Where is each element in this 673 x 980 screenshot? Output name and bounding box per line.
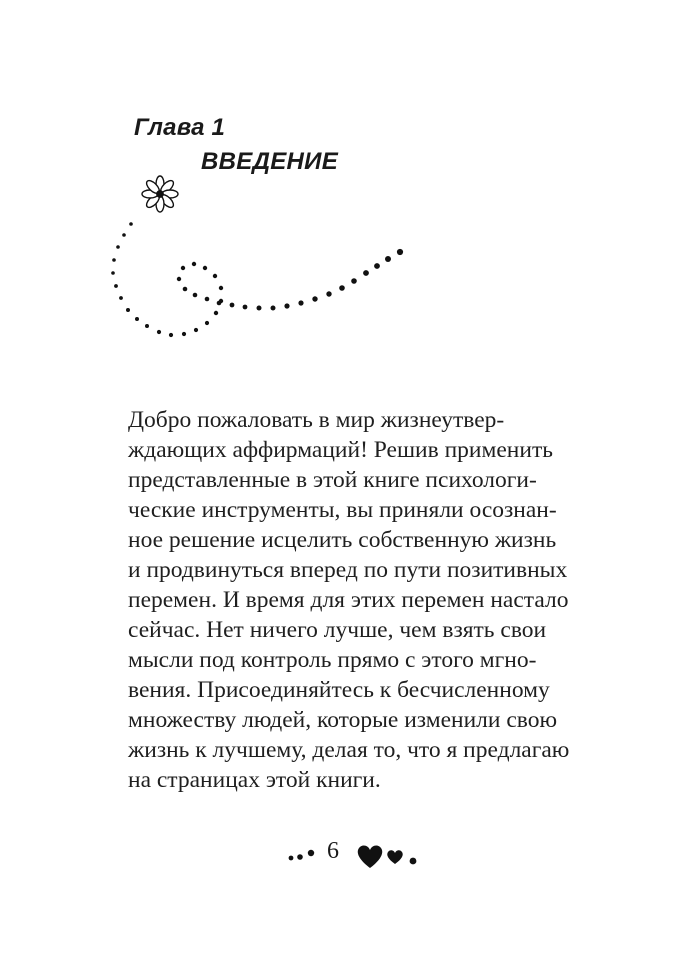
hearts-icon [358,846,417,868]
dots-icon [289,850,315,861]
body-line: на страницах этой книги. [128,767,381,793]
body-line: и продвинуться вперед по пути позитивных [128,557,568,583]
body-line: Добро пожаловать в мир жизнеутвер- [128,407,505,433]
page-number: 6 [327,838,339,864]
body-line: мысли под контроль прямо с этого мгно- [128,647,537,673]
flower-swirl-ornament-icon [100,168,420,358]
chapter-label: Глава 1 [134,114,226,141]
body-line: перемен. И время для этих перемен настало [128,587,569,613]
body-line: ное решение исцелить собственную жизнь [128,527,557,553]
body-line: вения. Присоединяйтесь к бесчисленному [128,677,550,703]
body-line: множеству людей, которые изменили свою [128,707,558,733]
body-paragraph [128,405,569,795]
body-line: ждающих аффирмаций! Решив применить [128,437,553,463]
flower-icon [142,176,178,212]
dotted-swirl [111,222,403,337]
chapter-title: ВВЕДЕНИЕ [201,148,339,175]
body-line: представленные в этой книге психологи- [128,467,537,493]
footer-ornament [270,830,430,880]
body-line: ческие инструменты, вы приняли осознан- [128,497,557,523]
body-line: сейчас. Нет ничего лучше, чем взять свои [128,617,547,643]
body-line: жизнь к лучшему, делая то, что я предлагаю [128,737,570,763]
